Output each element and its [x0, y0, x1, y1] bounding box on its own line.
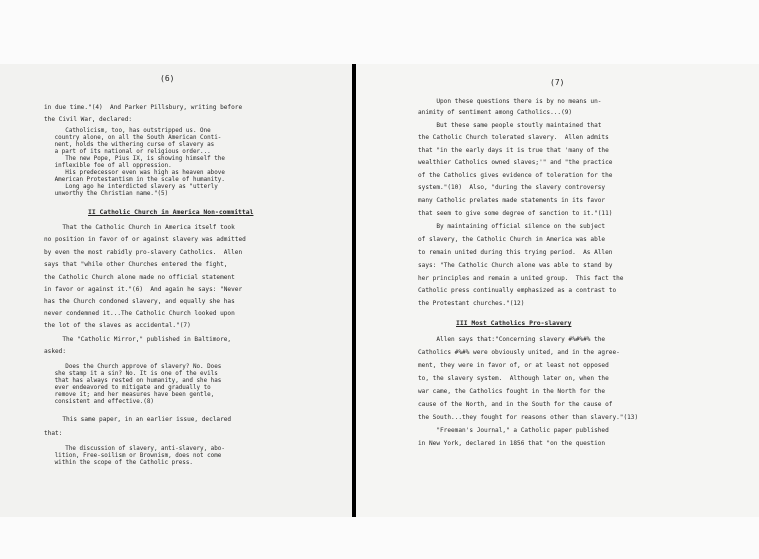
quote-line: ever endeavored to mitigate and gradually to — [44, 385, 211, 391]
text-line: That the Catholic Church in America itself took — [44, 224, 235, 231]
quote-line: inflexible foe of all oppression. — [44, 163, 172, 169]
quote-line: that has always rested on humanity, and she has — [44, 378, 222, 384]
section-heading: II Catholic Church in America Non-committal — [88, 208, 254, 216]
text-line: ment, they were in favor of, or at least not opposed — [418, 362, 609, 369]
left-page — [0, 64, 352, 517]
text-line: But these same people stoutly maintained that — [418, 122, 602, 129]
text-line: war came, the Catholics fought in the North for the — [418, 388, 606, 395]
quote-line: The new Pope, Pius IX, is showing himself the — [44, 156, 225, 162]
text-line: no position in favor of or against slavery was admitted — [44, 236, 246, 243]
text-line: in New York, declared in 1856 that "on the question — [418, 440, 606, 447]
text-line: By maintaining official silence on the subject — [418, 223, 606, 230]
text-line: system."(10) Also, "during the slavery controversy — [418, 184, 606, 191]
text-line: her principles and remain a united group. This fact the — [418, 275, 624, 282]
text-line: This same paper, in an earlier issue, declared — [44, 416, 232, 423]
text-line: "Freeman's Journal," a Catholic paper published — [418, 427, 609, 434]
quote-line: country alone, on all the South American Conti- — [44, 135, 222, 141]
text-line: in favor or against it."(6) And again he says: "Never — [44, 286, 243, 293]
text-line: animity of sentiment among Catholics...(9) — [418, 109, 573, 116]
page-number: (6) — [160, 74, 175, 83]
text-line: cause of the North, and in the South for the cause of — [418, 401, 613, 408]
quote-line: American Protestantism in the scale of humanity. — [44, 177, 225, 183]
quote-line: Catholicism, too, has outstripped us. One — [44, 128, 211, 134]
scan-top-margin — [0, 0, 759, 64]
quote-line: Does the Church approve of slavery? No. Does — [44, 364, 222, 370]
text-line: to remain united during this trying period. As Allen — [418, 249, 613, 256]
quote-line: she stamp it a sin? No. It is one of the evils — [44, 371, 218, 377]
quote-line: within the scope of the Catholic press. — [44, 460, 193, 466]
text-line: has the Church condoned slavery, and equally she has — [44, 298, 235, 305]
quote-line: His predecessor even was high as heaven above — [44, 170, 225, 176]
text-line: the Protestant churches."(12) — [418, 300, 525, 307]
text-line: the lot of the slaves as accidental."(7) — [44, 322, 191, 329]
quote-line: The discussion of slavery, anti-slavery, abo- — [44, 446, 225, 452]
text-line: to, the slavery system. Although later on, when the — [418, 375, 609, 382]
text-line: Allen says that:"Concerning slavery #%#%#% the — [418, 336, 606, 343]
text-line: many Catholic prelates made statements in its favor — [418, 197, 606, 204]
quote-line: nent, holds the withering curse of slavery as — [44, 142, 215, 148]
text-line: Catholic press continually emphasized as a contrast to — [418, 287, 617, 294]
text-line: of the Catholics gives evidence of toleration for the — [418, 172, 613, 179]
text-line: never condemned it...The Catholic Church looked upon — [44, 310, 235, 317]
scan-bottom-margin — [0, 517, 759, 559]
text-line: that "in the early days it is true that 'many of the — [418, 147, 609, 154]
text-line: Catholics #%#% were obviously united, and in the agree- — [418, 349, 620, 356]
right-page — [356, 64, 759, 517]
page-number: (7) — [550, 78, 565, 87]
text-line: the Civil War, declared: — [44, 116, 133, 123]
section-heading: III Most Catholics Pro-slavery — [456, 319, 572, 327]
text-line: asked: — [44, 348, 67, 355]
text-line: in due time."(4) And Parker Pillsbury, writing before — [44, 104, 243, 111]
quote-line: a part of its national or religious order... — [44, 149, 211, 155]
quote-line: consistent and effective.(8) — [44, 399, 154, 405]
text-line: of slavery, the Catholic Church in America was able — [418, 236, 606, 243]
text-line: wealthier Catholics owned slaves;'" and "the practice — [418, 159, 613, 166]
text-line: says: "The Catholic Church alone was able to stand by — [418, 262, 613, 269]
text-line: that: — [44, 430, 63, 437]
text-line: by even the most rabidly pro-slavery Catholics. Allen — [44, 249, 243, 256]
quote-line: remove it; and her measures have been gentle, — [44, 392, 215, 398]
quote-line: Long ago he interdicted slavery as "utterly — [44, 184, 218, 190]
text-line: the Catholic Church tolerated slavery. Allen admits — [418, 134, 609, 141]
quote-line: unworthy the Christian name."(5) — [44, 191, 169, 197]
text-line: The "Catholic Mirror," published in Baltimore, — [44, 336, 232, 343]
text-line: the Catholic Church alone made no official statement — [44, 274, 235, 281]
text-line: says that "while other Churches entered the fight, — [44, 261, 228, 268]
text-line: that seem to give some degree of sanction to it."(11) — [418, 210, 613, 217]
text-line: Upon these questions there is by no means un- — [418, 98, 602, 105]
text-line: the South...they fought for reasons other than slavery."(13) — [418, 414, 639, 421]
quote-line: lition, Free-soilism or Brownism, does not come — [44, 453, 222, 459]
